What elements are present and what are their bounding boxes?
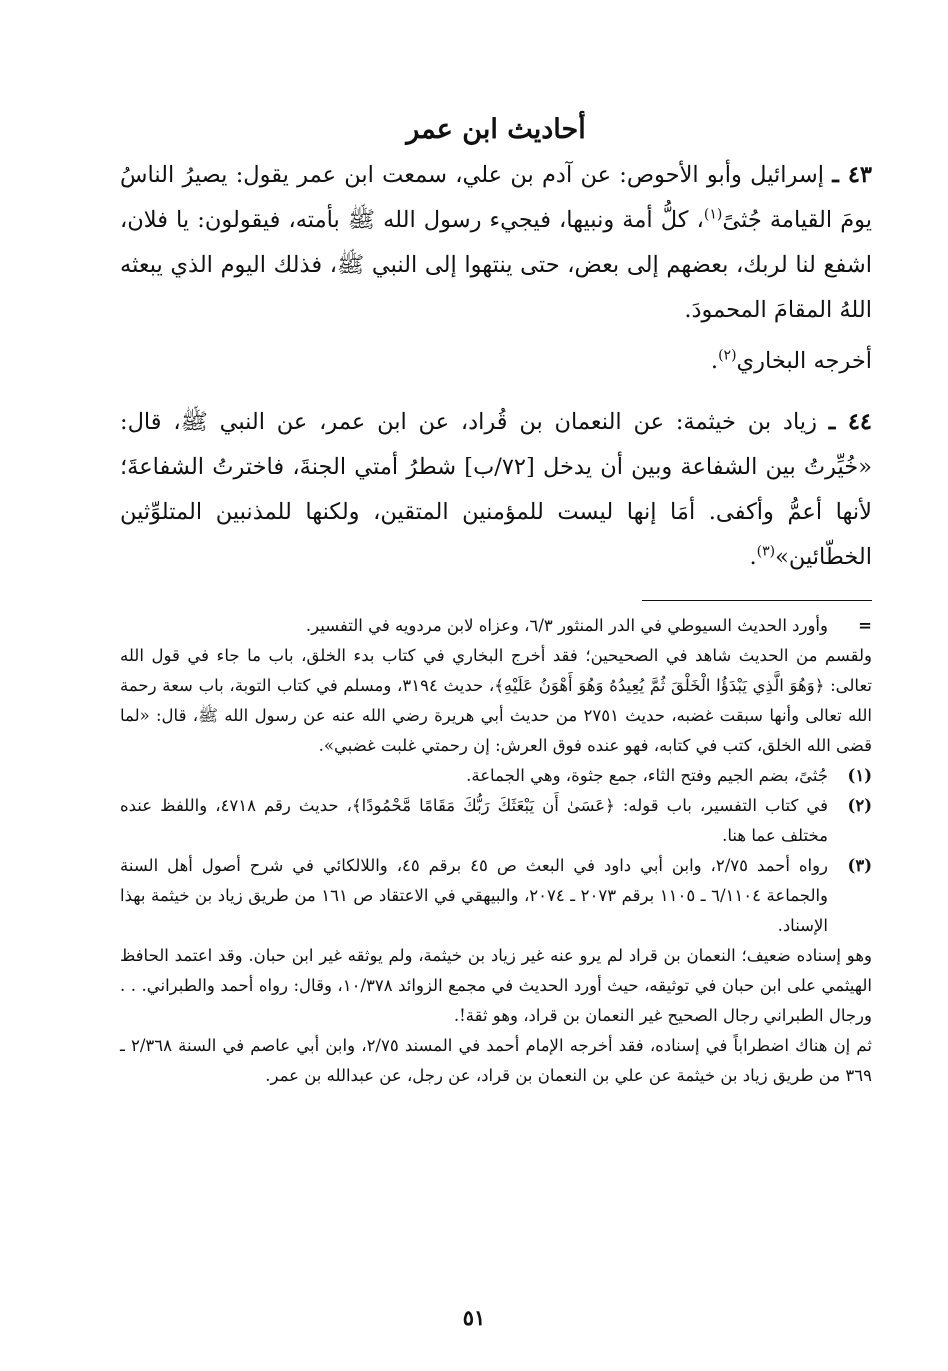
hadith-text: إسرائيل وأبو الأحوص: عن آدم بن علي، سمعت ابن عمر يقول: يصيرُ الناسُ يومَ القيامة جُثىً bbox=[120, 162, 873, 233]
footnote-text: في كتاب التفسير، باب قوله: ﴿عَسَىٰ أَن يَبْعَثَكَ رَبُّكَ مَقَامًا مَّحْمُودًا﴾، حديث رقم ٤٧١٨، واللفظ عنده مختلف عما هنا. bbox=[120, 796, 828, 845]
hadith-number: ٤٤ ـ bbox=[828, 409, 872, 435]
footnote-mark: (٣) bbox=[847, 856, 872, 875]
hadith-44 bbox=[120, 400, 872, 580]
footnote-ref[interactable]: (٢) bbox=[718, 347, 737, 364]
footnote-mark: (٢) bbox=[847, 796, 872, 815]
footnote-1 bbox=[120, 761, 872, 791]
footnote-text: جُثىً، بضم الجيم وفتح الثاء، جمع جثوة، وهي الجماعة. bbox=[466, 766, 828, 785]
footnote-mark: (١) bbox=[847, 766, 872, 785]
hadith-43 bbox=[120, 153, 872, 333]
footnote-ref[interactable]: (١) bbox=[703, 206, 723, 223]
footnote-text: رواه أحمد ٢/٧٥، وابن أبي داود في البعث ص ٤٥ برقم ٤٥، واللالكائي في شرح أصول أهل السنة والجماعة ٦/١١٠٤ ـ ١١٠٥ برقم ٢٠٧٣ ـ ٢٠٧٤، والبيهقي في الاعتقاد ص ١٦١ من طريق زياد بن خيثمة بهذا الإسناد. bbox=[120, 856, 829, 935]
hadith-text: زياد بن خيثمة: عن النعمان بن قُراد، عن ابن عمر، عن النبي ﷺ، قال: «خُيِّرتُ بين الشفاعة وبين أن يدخل [٧٢/ب] شطرُ أمتي الجنةَ، فاخترتُ الشفاعةَ؛ لأنها أعمُّ وأكفى. أمَا إنها ليست للمؤمنين المتقين، ولكنها للمذنبين المتلوِّثين الخطّائين» bbox=[120, 409, 872, 570]
hadith-text: . bbox=[749, 544, 757, 570]
footnote-paragraph: ثم إن هناك اضطراباً في إسناده، فقد أخرجه الإمام أحمد في المسند ٢/٧٥، وابن أبي عاصم في السنة ٢/٣٦٨ ـ ٣٦٩ من طريق زياد بن خيثمة عن علي بن النعمان بن قراد، عن رجل، عن عبدالله بن عمر. bbox=[120, 1036, 872, 1085]
page-title: أحاديث ابن عمر bbox=[406, 114, 586, 145]
source-text: أخرجه البخاري bbox=[736, 348, 872, 374]
hadith-text: ، كلُّ أمة ونبيها، فيجيء رسول الله ﷺ بأمته، فيقولون: يا فلان، اشفع لنا لربك، بعضهم إلى بعض، حتى ينتهوا إلى النبي ﷺ، فذلك اليوم الذي يبعثه اللهُ المقامَ المحمودَ. bbox=[120, 207, 872, 323]
footnote-paragraph: ولقسم من الحديث شاهد في الصحيحين؛ فقد أخرج البخاري في كتاب بدء الخلق، باب ما جاء في قول الله تعالى: ﴿وَهُوَ الَّذِي يَبْدَؤُا الْخَلْقَ ثُمَّ يُعِيدُهُ وَهُوَ أَهْوَنُ عَلَيْهِ﴾، حديث ٣١٩٤، ومسلم في كتاب التوبة، باب سعة رحمة الله تعالى وأنها سبقت غضبه، حديث ٢٧٥١ من حديث أبي هريرة رضي الله عنه عن رسول الله ﷺ، قال: «لما قضى الله الخلق، كتب في كتابه، فهو عنده فوق العرش: إن رحمتي غلبت غضبي». bbox=[120, 646, 872, 755]
footnote-ref[interactable]: (٣) bbox=[756, 543, 776, 560]
footnote-continued bbox=[120, 611, 872, 641]
source-end: . bbox=[710, 348, 719, 374]
hadith-number: ٤٣ ـ bbox=[832, 162, 872, 188]
page-body bbox=[120, 100, 872, 1091]
footnote-paragraph: وأورد الحديث السيوطي في الدر المنثور ٦/٣، وعزاه لابن مردويه في التفسير. bbox=[305, 616, 828, 635]
footnote-3 bbox=[120, 851, 872, 941]
footnote-divider bbox=[642, 600, 872, 601]
page-number: ٥١ bbox=[462, 1305, 486, 1330]
footnote-2 bbox=[120, 791, 872, 851]
hadith-source bbox=[120, 339, 872, 384]
footnote-paragraph: وهو إسناده ضعيف؛ النعمان بن قراد لم يرو عنه غير زياد بن خيثمة، ولم يوثقه غير ابن حبان. وقد اعتمد الحافظ الهيثمي على ابن حبان في توثيقه، حيث أورد الحديث في مجمع الزوائد ١٠/٣٧٨، وقال: رواه أحمد والطبراني. . . ورجال الطبراني رجال الصحيح غير النعمان بن قراد، وهو ثقة!. bbox=[120, 946, 873, 1025]
footnote-mark: = bbox=[858, 616, 872, 635]
